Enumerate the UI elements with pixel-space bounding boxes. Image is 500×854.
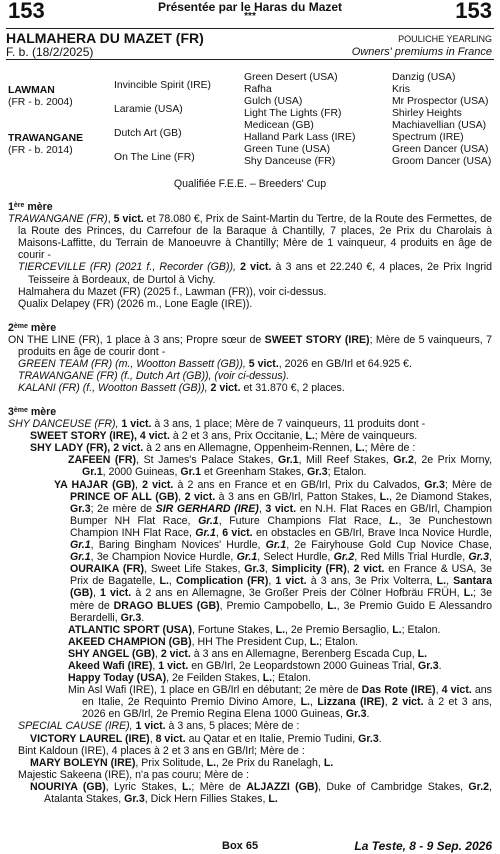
gen2-entry: On The Line (FR) xyxy=(114,152,195,163)
produce-entry: TRAWANGANE (FR) (f., Dutch Art (GB)), (voir ci-dessus). xyxy=(18,370,290,383)
gen3-entry: Medicean (GB) xyxy=(244,120,314,131)
produce-entry: MARY BOLEYN (IRE), Prix Solitude, L., 2e Prix du Ranelagh, L. xyxy=(30,756,334,769)
presented-by: Présentée par le Haras du Mazet xyxy=(157,0,343,14)
produce-entry: GREEN TEAM (FR) (m., Wootton Bassett (GB)), 5 vict., 2026 en GB/Irl et 64.925 €. xyxy=(18,358,412,371)
produce-entry: Halmahera du Mazet (FR) (2025 f., Lawman (FR)), voir ci-dessus. xyxy=(18,285,327,298)
qualification: Qualifiée F.E.E. – Breeders' Cup xyxy=(173,178,327,190)
produce-entry: AKEED CHAMPION (GB), HH The President Cup, L.; Etalon. xyxy=(68,635,359,648)
dam-info: (FR - b. 2014) xyxy=(8,145,73,156)
gen3-entry: Green Tune (USA) xyxy=(244,144,331,155)
gen3-entry: Gulch (USA) xyxy=(244,96,303,107)
gen4-entry: Machiavellian (USA) xyxy=(392,120,487,131)
stars: *** xyxy=(244,11,256,22)
gen2-entry: Dutch Art (GB) xyxy=(114,128,182,139)
section-heading: 3ème mère xyxy=(8,406,57,418)
gen4-entry: Shirley Heights xyxy=(392,108,462,119)
gen4-entry: Green Dancer (USA) xyxy=(392,144,489,155)
gen4-entry: Spectrum (IRE) xyxy=(392,132,464,143)
produce-entry: NOURIYA (GB), Lyric Stakes, L.; Mère de ALJAZZI (GB), Duke of Cambridge Stakes, Gr.2, Atalanta Stakes, Gr.3, Dick Hern Fillies Stakes, L. xyxy=(30,780,492,805)
produce-entry: KALANI (FR) (f., Wootton Bassett (GB)), 2 vict. et 31.870 €, 2 places. xyxy=(18,382,345,395)
section-heading: 2ème mère xyxy=(8,322,57,334)
gen3-entry: Green Desert (USA) xyxy=(244,72,338,83)
produce-entry: Majestic Sakeena (IRE), n'a pas couru; Mère de : xyxy=(18,768,250,781)
gen3-entry: Halland Park Lass (IRE) xyxy=(244,132,356,143)
third-dam-section xyxy=(8,405,492,805)
produce-entry: SPECIAL CAUSE (IRE), 1 vict. à 3 ans, 5 places; Mère de : xyxy=(18,720,300,733)
second-dam-section xyxy=(8,321,492,395)
gen4-entry: Kris xyxy=(392,84,410,95)
produce-entry: Happy Today (USA), 2e Feilden Stakes, L.; Etalon. xyxy=(68,672,311,685)
box-number: Box 65 xyxy=(222,840,259,852)
gen4-entry: Mr Prospector (USA) xyxy=(392,96,489,107)
dam-name: TRAWANGANE xyxy=(8,133,84,144)
produce-entry: TIERCEVILLE (FR) (2021 f., Recorder (GB)), 2 vict. à 3 ans et 22.240 €, 4 places, 2e Prix Ingrid Teisseire à Bordeaux, de Durtol à Vichy. xyxy=(18,261,492,286)
first-dam-section xyxy=(8,200,492,310)
header-rule xyxy=(6,28,494,29)
dam-record: TRAWANGANE (FR), 5 vict. et 78.080 €, Prix de Saint-Martin du Tertre, de la Route des Fermettes, de la Route des Princes, du Carrefour de la Baraque à Chantilly, 7 places, 2e Prix du Charolais à Maisons-Laffitte, du Terrain de Manoeuvre à Chantilly; Mère de 1 vainqueur, 4 produits en âge de courir - xyxy=(8,213,492,262)
gen4-entry: Danzig (USA) xyxy=(392,72,456,83)
produce-entry: Bint Kaldoun (IRE), 4 places à 2 et 3 ans en GB/Irl; Mère de : xyxy=(18,744,305,757)
horse-name: HALMAHERA DU MAZET (FR) xyxy=(6,30,204,46)
section-heading: 1ère mère xyxy=(8,201,53,213)
owners-premiums: Owners' premiums in France xyxy=(351,46,492,58)
pedigree-rule xyxy=(6,59,494,60)
produce-entry: Qualix Delapey (FR) (2026 m., Lone Eagle (IRE)). xyxy=(18,297,253,310)
produce-entry: YA HAJAR (GB), 2 vict. à 2 ans en France et en GB/Irl, Prix du Calvados, Gr.3; Mère de PRINCE OF ALL (GB), 2 vict. à 3 ans en GB/Irl, Patton Stakes, L., 2e Diamond Stakes, Gr.3; 2e mère de SIR GERHARD (IRE), 3 vict. en N.H. Flat Races en GB/Irl, Champion Bumper NH Flat Race, Gr.1, Future Champions Flat Race, L., 3e Punchestown Champion INH Flat Race, Gr.1, 6 vict. en obstacles en GB/Irl, Brave Inca Novice Hurdle, Gr.1, Baring Bingham Novices' Hurdle, Gr.1, 2e Fairyhouse Gold Cup Novice Chase, Gr.1, 3e Champion Novice Hurdle, Gr.1, Select Hurdle, Gr.2, Red Mills Trial Hurdle, Gr.3, OURAIKA (FR), Sweet Life Stakes, Gr.3, Simplicity (FR), 2 vict. en France & USA, 3e Prix de Bagatelle, L., Complication (FR), 1 vict. à 3 ans, 3e Prix Volterra, L., Santara (GB), 1 vict. à 2 ans en Allemagne, 3e Großer Preis der Cölner Hofbräu FRÜH, L.; 3e mère de DRAGO BLUES (GB), Premio Campobello, L., 3e Premio Guido E Alessandro Berardelli, Gr.3. xyxy=(54,478,493,624)
sire-info: (FR - b. 2004) xyxy=(8,97,73,108)
gen2-entry: Invincible Spirit (IRE) xyxy=(114,80,212,91)
gen4-entry: Groom Dancer (USA) xyxy=(392,156,492,167)
gen3-entry: Shy Danceuse (FR) xyxy=(244,156,336,167)
gen2-entry: Laramie (USA) xyxy=(114,104,183,115)
produce-entry: Akeed Wafi (IRE), 1 vict. en GB/Irl, 2e Leopardstown 2000 Guineas Trial, Gr.3. xyxy=(68,659,442,672)
horse-info: F. b. (18/2/2025) xyxy=(6,45,94,59)
dam-record: ON THE LINE (FR), 1 place à 3 ans; Propre sœur de SWEET STORY (IRE); Mère de 5 vainqueurs, 7 produits en âge de courir dont - xyxy=(8,334,492,359)
dam-record: SHY DANCEUSE (FR), 1 vict. à 3 ans, 1 place; Mère de 7 vainqueurs, 11 produits dont - xyxy=(8,418,426,431)
gen3-entry: Light The Lights (FR) xyxy=(244,108,342,119)
produce-entry: VICTORY LAUREL (IRE), 8 vict. au Qatar et en Italie, Premio Tudini, Gr.3. xyxy=(30,732,382,745)
gen3-entry: Rafha xyxy=(244,84,272,95)
produce-entry: ATLANTIC SPORT (USA), Fortune Stakes, L., 2e Premio Bersaglio, L.; Etalon. xyxy=(68,623,441,636)
produce-entry: SWEET STORY (IRE), 4 vict. à 2 et 3 ans, Prix Occitanie, L.; Mère de vainqueurs. xyxy=(30,430,418,443)
horse-category: POULICHE YEARLING xyxy=(398,34,492,44)
produce-entry: SHY LADY (FR), 2 vict. à 2 ans en Allemagne, Oppenheim-Rennen, L.; Mère de : xyxy=(30,442,416,455)
sire-name: LAWMAN xyxy=(8,85,55,96)
produce-entry: SHY ANGEL (GB), 2 vict. à 3 ans en Allemagne, Berenberg Escada Cup, L. xyxy=(68,647,428,660)
event-name: La Teste, 8 - 9 Sep. 2026 xyxy=(354,839,492,853)
lot-number-right: 153 xyxy=(455,0,492,23)
produce-entry: Min Asl Wafi (IRE), 1 place en GB/Irl en débutant; 2e mère de Das Rote (IRE), 4 vict. ans en Italie, 2e Requinto Premio Divino Amore, L., Lizzana (IRE), 2 vict. à 2 et 3 ans, 2026 en GB/Irl, 2e Premio Regina Elena 1000 Guineas, Gr.3. xyxy=(68,684,493,721)
produce-entry: ZAFEEN (FR), St James's Palace Stakes, Gr.1, Mill Reef Stakes, Gr.2, 2e Prix Morny, Gr.1, 2000 Guineas, Gr.1 et Greenham Stakes, Gr.3; Etalon. xyxy=(68,454,493,479)
lot-number-left: 153 xyxy=(8,0,45,23)
